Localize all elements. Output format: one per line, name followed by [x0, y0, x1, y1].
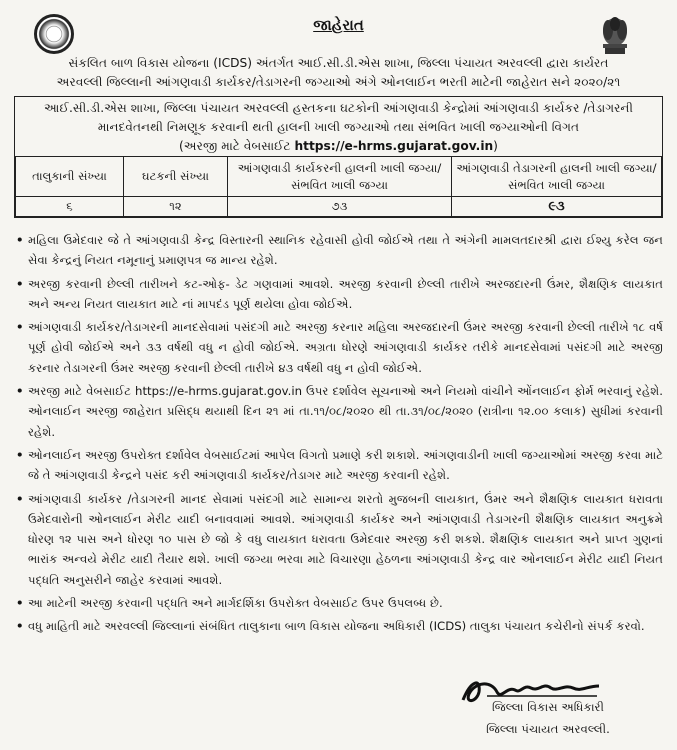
- website-prefix: (અરજી માટે વેબસાઈટ: [179, 139, 291, 153]
- vacancy-heading-text: આઈ.સી.ડી.એસ શાખા, જિલ્લા પંચાયત અરવલ્લી હસ્તકના ઘટકોની આંગણવાડી કેન્દ્રોમાં આંગણવાડી કાર્યકર /તેડાગરની માનદવેતનથી નિમણૂક કરવાની થતી હાલની ખાલી જગ્યાઓ તથા સંભવિત ખાલી જગ્યાઓની વિગત: [44, 101, 633, 134]
- emblem-icon: [597, 14, 633, 56]
- vacancy-heading: [15, 97, 662, 156]
- list-item: • અરજી માટે વેબસાઈટ https://e-hrms.gujarat.gov.in ઉપર દર્શાવેલ સૂચનાઓ અને નિયમો વાંચીને ઓંનલાઈન ફોર્મ ભરવાનું રહેશે. ઓનલાઈન અરજી જાહેરાત પ્રસિદ્ધ થયાથી દિન ૨૧ માં તા.૧૧/૦૮/૨૦૨૦ થી તા.૩૧/૦૮/૨૦૨૦ (રાત્રીના ૧૨.૦૦ કલાક) સુધીમાં કરવાની રહેશે.: [16, 381, 663, 442]
- cell-helper-vacancy: ૯૩: [452, 197, 662, 217]
- cell-ghatak-count: ૧૨: [124, 197, 228, 217]
- signature-designation: જિલ્લા વિકાસ અધિકારી: [492, 700, 604, 714]
- list-item: • ઓનલાઈન અરજી ઉપરોક્ત દર્શાવેલ વેબસાઈટમાં આપેલ વિગતો પ્રમાણે કરી શકાશે. આંગણવાડીની ખાલી જગ્યાઓમાં અરજી કરવા માટે જે તે આંગણવાડી કેન્દ્રને પસંદ કરી આંગણવાડી કાર્યકર/તેડાગર માટે અરજી કરવાની રહેશે.: [16, 445, 663, 486]
- list-item: • મહિલા ઉમેદવાર જે તે આંગણવાડી કેન્દ્ર વિસ્તારની સ્થાનિક રહેવાસી હોવી જોઈએ તથા તે અંગેની મામલતદારશ્રી દ્વારા ઈશ્યુ કરેલ જન સેવા કેન્દ્રનું નિયત નમૂનાનું પ્રમાણપત્ર જ માન્ય રહેશે.: [16, 230, 663, 271]
- list-item: • અરજી કરવાની છેલ્લી તારીખને કટ-ઓફ- ડેટ ગણવામાં આવશે. અરજી કરવાની છેલ્લી તારીખે અરજદારની ઉંમર, શૈક્ષણિક લાયકાત અને અન્ય નિયત લાયકાત માટે નાં માપદંડ પૂર્ણ થયેલા હોવા જોઈએ.: [16, 274, 663, 315]
- header-helper-vacancy: આંગણવાડી તેડાગરની હાલની ખાલી જગ્યા/સંભવિત ખાલી જગ્યા: [452, 157, 662, 197]
- list-item: • આ માટેની અરજી કરવાની પદ્ધતિ અને માર્ગદર્શિકા ઉપરોક્ત વેબસાઈટ ઉપર ઉપલબ્ધ છે.: [16, 593, 663, 613]
- page-title: જાહેરાત: [313, 16, 364, 34]
- list-item: • વધુ માહિતી માટે અરવલ્લી જિલ્લાનાં સંબંધિત તાલુકાના બાળ વિકાસ યોજના અધિકારી (ICDS) તાલુકા પંચાયત કચેરીનો સંપર્ક કરવો.: [16, 616, 663, 636]
- signature-block: [449, 674, 629, 746]
- vacancy-table: [15, 156, 662, 217]
- intro-text: સંકલિત બાળ વિકાસ યોજના (ICDS) અંતર્ગત આઈ.સી.ડી.એસ શાખા, જિલ્લા પંચાયત અરવલ્લી દ્વારા કાર્યરત અરવલ્લી જિલ્લાની આંગણવાડી કાર્યકર/તેડાગરની જગ્યાઓ અંગે ઓનલાઈન ભરતી માટેની જાહેરાત સને ૨૦૨૦/૨૧: [56, 56, 621, 89]
- instructions-list: [14, 230, 663, 637]
- header: [14, 10, 663, 60]
- header-worker-vacancy: આંગણવાડી કાર્યકરની હાલની ખાલી જગ્યા/ સંભવિત ખાલી જગ્યા: [228, 157, 452, 197]
- header-taluka-count: તાલુકાની સંખ્યા: [16, 157, 124, 197]
- list-item: • આંગણવાડી કાર્યકર/તેડાગરની માનદસેવામાં પસંદગી માટે અરજી કરનાર મહિલા અરજદારની ઉંમર અરજી કરવાની છેલ્લી તારીખે ૧૮ વર્ષ પૂર્ણ હોવી જોઈએ અને ૩૩ વર્ષથી વધુ ન હોવી જોઈએ. અગ્રતા ધોરણે આંગણવાડી કાર્યકર તરીકે માનદસેવામાં પસંદગી માટે અરજી કરનાર તેડાગરની ઉંમર અરજી કરવાની છેલ્લી તારીખે ૪૩ વર્ષથી વધુ ન હોવી જોઈએ.: [16, 317, 663, 378]
- list-item: • આંગણવાડી કાર્યકર /તેડાગરની માનદ સેવામાં પસંદગી માટે સામાન્ય શરતો મુજબની લાયકાત, ઉંમર અને શૈક્ષણિક લાયકાત ધરાવતા ઉમેદવારોની ઓનલાઈન મેરીટ યાદી બનાવવામાં આવશે. આંગણવાડી કાર્યકર અને આંગણવાડી તેડાગરની શૈક્ષણિક લાયકાત અનુક્રમે ધોરણ ૧૨ પાસ અને ધોરણ ૧૦ પાસ છે જો કે વધુ લાયકાત ધરાવતા ઉમેદવાર અરજી કરી શકશે. શૈક્ષણિક લાયકાત અને પ્રાપ્ત ગુણનાં ભારાંક અન્વયે મેરીટ યાદી તૈયાર થશે. ખાલી જગ્યા ભરવા માટે વિચારણા હેઠળના આંગણવાડી કેન્દ્ર વાર ઓનલાઈન મેરીટ યાદી નિયત પદ્ધતિ અનુસરીને જાહેર કરવામાં આવશે.: [16, 489, 663, 590]
- table-header-row: [16, 157, 662, 197]
- cell-taluka-count: ૬: [16, 197, 124, 217]
- signature-office: જિલ્લા પંચાયત અરવલ્લી.: [486, 722, 610, 736]
- vacancy-box: [14, 96, 663, 218]
- cell-worker-vacancy: ૭૩: [228, 197, 452, 217]
- website-link[interactable]: https://e-hrms.gujarat.gov.in: [294, 139, 494, 153]
- table-row: [16, 197, 662, 217]
- header-ghatak-count: ઘટકની સંખ્યા: [124, 157, 228, 197]
- website-suffix: ): [493, 139, 498, 153]
